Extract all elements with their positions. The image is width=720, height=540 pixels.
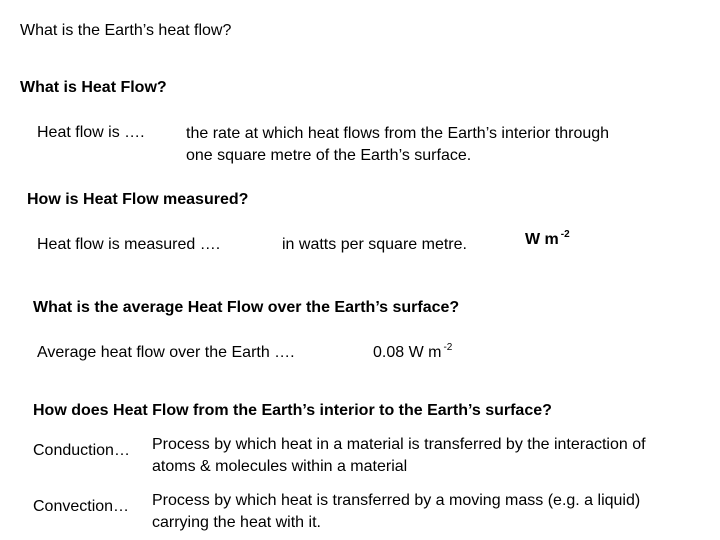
average-value [373,342,452,364]
unit-exponent: -2 [560,229,570,240]
convection-term: Convection… [33,498,130,515]
unit-base: W m [525,231,559,248]
page-title: What is the Earth’s heat flow? [20,22,232,39]
conduction-term: Conduction… [33,442,130,459]
heading-average-heat-flow: What is the average Heat Flow over the Earth’s surface? [33,299,460,316]
average-value-exponent: -2 [443,342,453,353]
heat-flow-term: Heat flow is …. [37,124,145,141]
convection-definition-line2: carrying the heat with it. [152,514,321,531]
heading-how-does-heat-flow: How does Heat Flow from the Earth’s interior to the Earth’s surface? [33,402,552,419]
convection-definition-line1: Process by which heat is transferred by a moving mass (e.g. a liquid) [152,492,641,509]
conduction-definition-line1: Process by which heat in a material is transferred by the interaction of [152,436,646,453]
heading-how-measured: How is Heat Flow measured? [27,191,249,208]
heat-flow-definition-line2: one square metre of the Earth’s surface. [186,147,472,164]
measured-term: Heat flow is measured …. [37,236,221,253]
conduction-definition-line2: atoms & molecules within a material [152,458,408,475]
average-term: Average heat flow over the Earth …. [37,344,295,361]
average-value-base: 0.08 W m [373,344,442,361]
heat-flow-definition-line1: the rate at which heat flows from the Earth’s interior through [186,125,610,142]
measured-answer: in watts per square metre. [282,236,467,253]
unit-label [525,229,570,251]
heading-what-is-heat-flow: What is Heat Flow? [20,79,167,96]
